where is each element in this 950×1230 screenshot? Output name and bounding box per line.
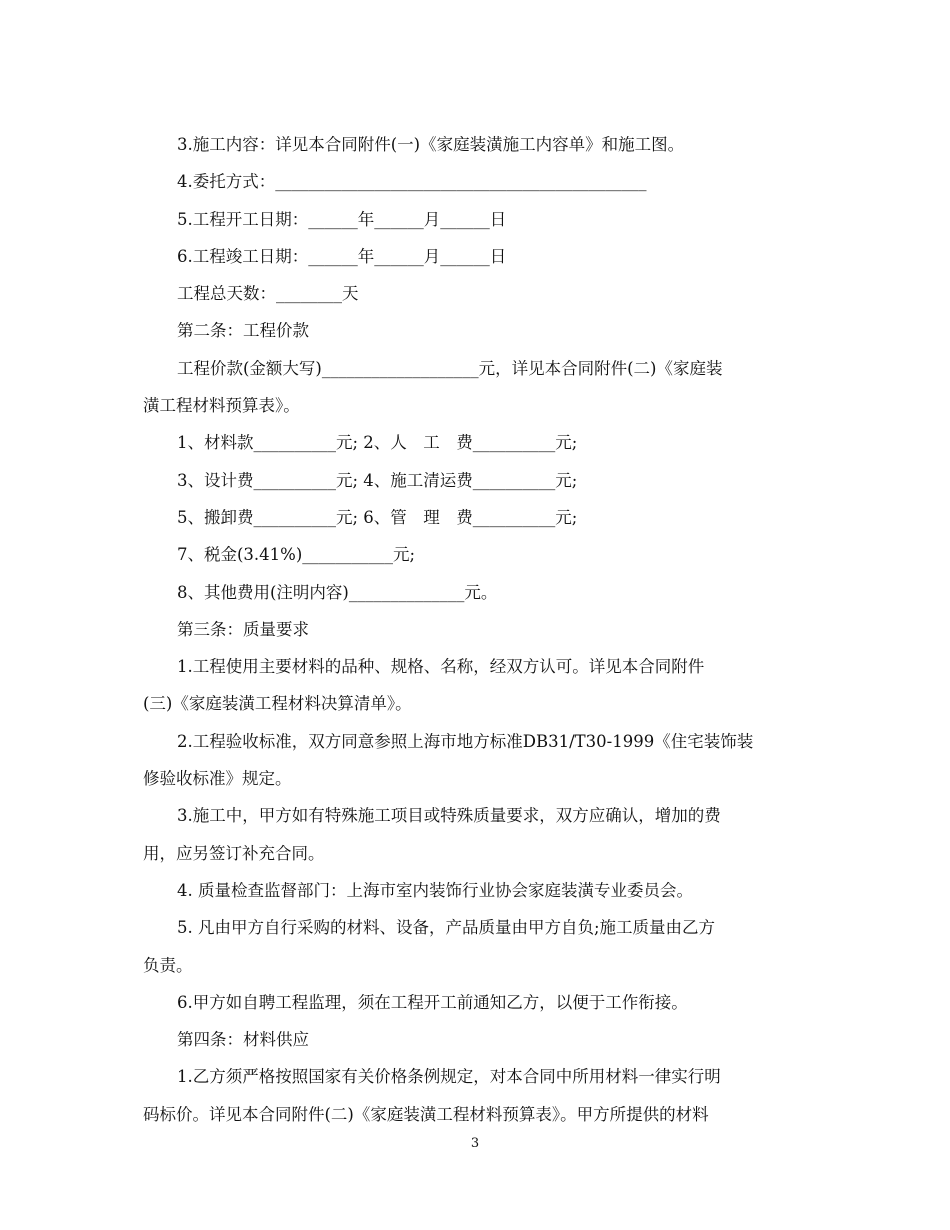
section-heading: 第二条：工程价款 xyxy=(177,321,309,341)
section-heading: 第四条：材料供应 xyxy=(177,1030,309,1050)
text-line: 工程总天数：________天 xyxy=(177,284,359,304)
text-line: 负责。 xyxy=(143,955,193,975)
text-line: 修验收标准》规定。 xyxy=(143,769,292,789)
text-line: (三)《家庭装潢工程材料决算清单》。 xyxy=(143,694,412,714)
text-line: 6.工程竣工日期：______年______月______日 xyxy=(177,246,507,266)
text-line: 3.施工中，甲方如有特殊施工项目或特殊质量要求，双方应确认，增加的费 xyxy=(177,806,721,826)
text-line: 7、税金(3.41%)___________元; xyxy=(177,545,416,565)
text-line: 3、设计费__________元; 4、施工清运费__________元; xyxy=(177,470,578,490)
text-line: 5.工程开工日期：______年______月______日 xyxy=(177,209,507,229)
section-heading: 第三条：质量要求 xyxy=(177,619,309,639)
text-line: 1、材料款__________元; 2、人 工 费__________元; xyxy=(177,433,578,453)
text-line: 2.工程验收标准，双方同意参照上海市地方标准DB31/T30-1999《住宅装饰装 xyxy=(177,731,754,751)
text-line: 5、搬卸费__________元; 6、管 理 费__________元; xyxy=(177,507,578,527)
text-line: 3.施工内容：详见本合同附件(一)《家庭装潢施工内容单》和施工图。 xyxy=(177,135,685,154)
text-line: 工程价款(金额大写)___________________元，详见本合同附件(二)《家庭装 xyxy=(177,358,723,378)
text-line: 4.委托方式：_____________________________________________ xyxy=(177,172,647,192)
text-line: 4. 质量检查监督部门：上海市室内装饰行业协会家庭装潢专业委员会。 xyxy=(177,880,693,900)
text-line: 1.工程使用主要材料的品种、规格、名称，经双方认可。详见本合同附件 xyxy=(177,657,705,677)
text-line: 用，应另签订补充合同。 xyxy=(143,843,325,863)
text-line: 5. 凡由甲方自行采购的材料、设备，产品质量由甲方自负;施工质量由乙方 xyxy=(177,918,716,938)
text-line: 6.甲方如自聘工程监理，须在工程开工前通知乙方，以便于工作衔接。 xyxy=(177,992,688,1012)
text-line: 8、其他费用(注明内容)______________元。 xyxy=(177,582,498,602)
text-line: 码标价。详见本合同附件(二)《家庭装潢工程材料预算表》。甲方所提供的材料 xyxy=(143,1104,709,1124)
page-number: 3 xyxy=(470,1136,480,1151)
text-line: 潢工程材料预算表》。 xyxy=(143,396,300,416)
text-line: 1.乙方须严格按照国家有关价格条例规定，对本合同中所用材料一律实行明 xyxy=(177,1067,721,1087)
document-body xyxy=(143,126,808,1133)
